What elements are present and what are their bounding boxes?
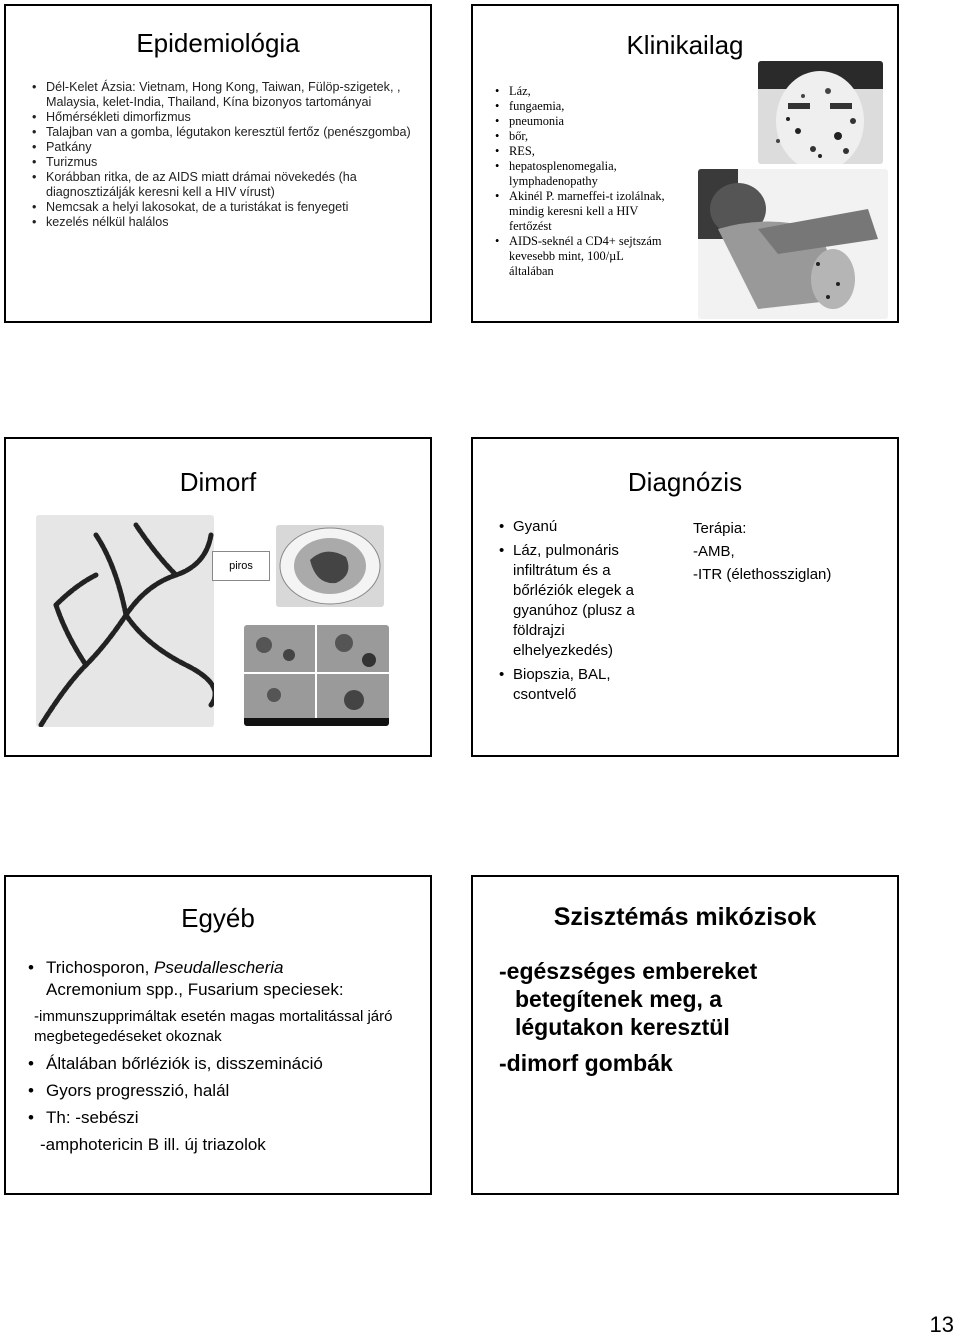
list-item: • Gyanú xyxy=(499,517,659,537)
slide-title: Dimorf xyxy=(179,467,257,497)
item-text: Trichosporon, xyxy=(46,958,155,977)
list-item: • Talajban van a gomba, légutakon keresztül fertőz (penészgomba) xyxy=(32,125,417,140)
list-item: • Dél-Kelet Ázsia: Vietnam, Hong Kong, Taiwan, Fülöp-szigetek, , Malaysia, kelet-India, Thailand, Kína bizonyos tartományai xyxy=(32,80,417,110)
slide-title: Klinikailag xyxy=(626,30,744,60)
slide-dimorf xyxy=(4,437,432,757)
therapy-item: -AMB, xyxy=(693,543,735,560)
slide-egyeb xyxy=(4,875,432,1195)
list-item: • pneumonia xyxy=(495,114,665,129)
list-item: • Turizmus xyxy=(32,155,417,170)
item-text: Gyors progresszió, halál xyxy=(46,1081,230,1100)
item-text: Th: -sebészi xyxy=(46,1108,139,1127)
content-line: betegítenek meg, a xyxy=(515,986,723,1012)
list-subitem: -immunszupprimáltak esetén magas mortalitással járó megbetegedéseket okoznak xyxy=(34,1008,393,1045)
list-subitem: -amphotericin B ill. új triazolok xyxy=(40,1135,266,1154)
item-text-italic: Pseudallescheria xyxy=(154,958,284,977)
item-text: Általában bőrléziók is, disszemináció xyxy=(46,1054,323,1073)
content-line: -dimorf gombák xyxy=(499,1050,673,1076)
list-item: • Korábban ritka, de az AIDS miatt drámai növekedés (ha diagnosztizálják keresni kell a HIV vírust) xyxy=(32,170,417,200)
patient-body-photo xyxy=(698,169,888,319)
page-number: 13 xyxy=(929,1312,954,1337)
list-item: • Th: -sebészi xyxy=(28,1108,139,1127)
bullet-list xyxy=(495,84,665,279)
list-item: • Trichosporon, Pseudallescheria Acremonium spp., Fusarium speciesek: xyxy=(28,958,344,999)
list-item: • kezelés nélkül halálos xyxy=(32,215,417,230)
culture-plate-photo xyxy=(276,525,384,607)
bullet-list xyxy=(499,517,659,705)
list-item: • Biopszia, BAL, csontvelő xyxy=(499,665,659,705)
slide-klinikailag xyxy=(471,4,899,323)
therapy-heading: Terápia: xyxy=(693,520,747,537)
list-item: • Gyors progresszió, halál xyxy=(28,1081,230,1100)
list-item: • hepatosplenomegalia, lymphadenopathy xyxy=(495,159,665,189)
content-line: -egészséges embereket xyxy=(499,958,758,984)
list-item: • Hőmérsékleti dimorfizmus xyxy=(32,110,417,125)
slide-title: Epidemiológia xyxy=(136,28,300,58)
list-item: • AIDS-seknél a CD4+ sejtszám kevesebb mint, 100/µL általában xyxy=(495,234,665,279)
sziszt-content xyxy=(499,957,757,1077)
list-item: • RES, xyxy=(495,144,665,159)
list-item: • bőr, xyxy=(495,129,665,144)
list-item: • fungaemia, xyxy=(495,99,665,114)
list-item: • Láz, xyxy=(495,84,665,99)
list-item: • Patkány xyxy=(32,140,417,155)
item-text: Acremonium spp., Fusarium speciesek: xyxy=(46,980,344,999)
slide-title: Egyéb xyxy=(181,903,255,933)
list-item: • Általában bőrléziók is, disszemináció xyxy=(28,1054,323,1073)
slide-epidemiologia xyxy=(4,4,432,323)
histology-micrograph xyxy=(244,625,389,726)
egyeb-content xyxy=(28,957,428,1156)
content-line: légutakon keresztül xyxy=(515,1014,730,1040)
slide-title: Szisztémás mikózisok xyxy=(553,903,817,931)
slide-szisztemas-mikozisok xyxy=(471,875,899,1195)
list-item: • Nemcsak a helyi lakosokat, de a turistákat is fenyegeti xyxy=(32,200,417,215)
patient-face-photo xyxy=(758,61,883,164)
list-item: • Akinél P. marneffei-t izolálnak, mindig keresni kell a HIV fertőzést xyxy=(495,189,665,234)
hyphae-micrograph xyxy=(36,515,214,727)
therapy-block xyxy=(693,517,831,586)
therapy-item: -ITR (élethossziglan) xyxy=(693,566,832,583)
slide-diagnozis xyxy=(471,437,899,757)
image-label: piros xyxy=(212,551,270,581)
list-item: • Láz, pulmonáris infiltrátum és a bőrléziók elegek a gyanúhoz (plusz a földrajzi elhelyezkedés) xyxy=(499,541,659,661)
slide-title: Diagnózis xyxy=(627,467,743,497)
bullet-list xyxy=(32,80,417,230)
